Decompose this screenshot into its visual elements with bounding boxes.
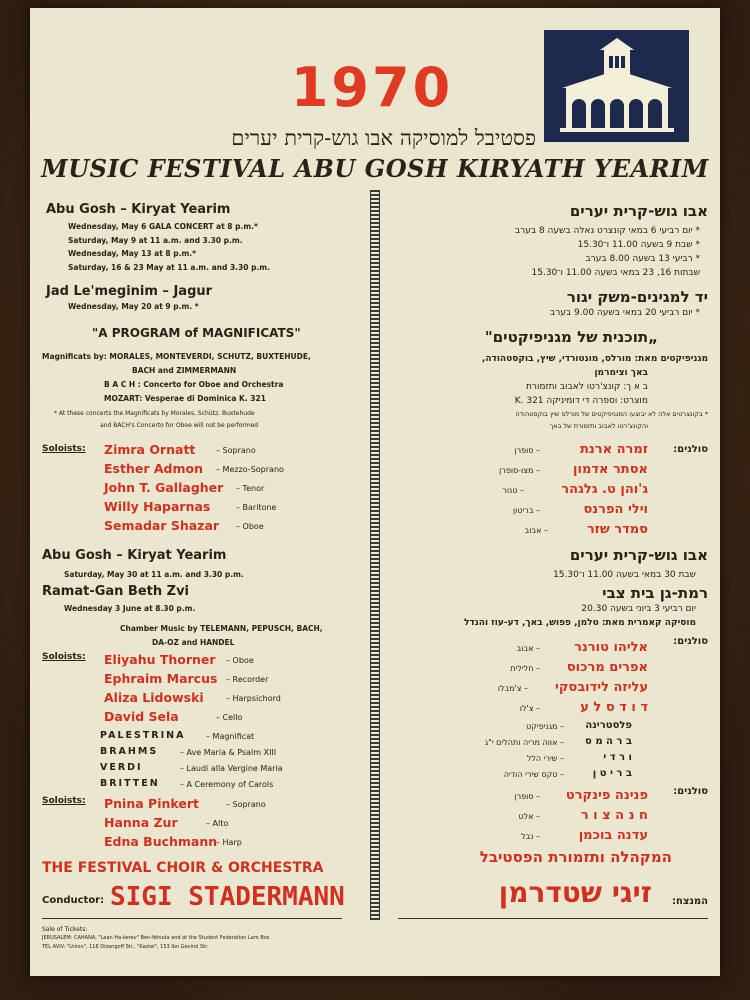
choir-heading-he: המקהלה ותזמורת הפסטיבל bbox=[479, 848, 672, 866]
footnote: * At these concerts the Magnificats by Morales, Schütz, Buxtehude bbox=[54, 410, 255, 417]
date-line: Wednesday, May 20 at 9 p.m. * bbox=[68, 302, 199, 311]
soloist-role-he: – מצו-סופרן bbox=[499, 466, 540, 475]
soloist-name: Semadar Shazar bbox=[104, 518, 220, 533]
venue-heading: Abu Gosh – Kiryat Yearim bbox=[46, 202, 231, 217]
work-title-he: – אווה מריה ותהלים י"ג bbox=[484, 738, 564, 747]
composer: BRITTEN bbox=[100, 778, 160, 789]
soloist-role-he: – סופרן bbox=[514, 446, 540, 455]
composer: PALESTRINA bbox=[100, 730, 186, 741]
soloist-name-he: וילי הפרנס bbox=[583, 502, 648, 517]
venue-heading: Abu Gosh – Kiryat Yearim bbox=[42, 548, 227, 563]
soloist-role: – Oboe bbox=[236, 522, 264, 531]
conductor-label-he: המנצח: bbox=[671, 896, 708, 907]
soloist-name-he: ח נ ה צ ו ר bbox=[580, 808, 648, 823]
venue-heading-he: רמת-גן בית צבי bbox=[602, 584, 708, 602]
venue-heading-he: אבו גוש-קרית יערים bbox=[569, 546, 708, 564]
date-line: Saturday, May 9 at 11 a.m. and 3.30 p.m. bbox=[68, 236, 243, 245]
tickets-info: TEL AVIV: "Union", 116 Dizengoff Str., "Kastel", 153 Ibn Gevirol Str. bbox=[42, 944, 209, 950]
program-line: Chamber Music by TELEMANN, PEPUSCH, BACH, bbox=[120, 624, 323, 633]
soloist-role-he: – נבל bbox=[521, 832, 540, 841]
conductor-label: Conductor: bbox=[42, 895, 105, 906]
program-line: MOZART: Vesperae di Dominica K. 321 bbox=[104, 394, 266, 403]
soloist-role: – Soprano bbox=[216, 446, 256, 455]
soloist-name-he: אסתר אדמון bbox=[573, 462, 648, 477]
title-english: MUSIC FESTIVAL ABU GOSH KIRYATH YEARIM bbox=[41, 154, 709, 183]
soloist-name-he: ד ו ד ס ל ע bbox=[580, 700, 648, 715]
venue-heading-he: אבו גוש-קרית יערים bbox=[569, 202, 708, 220]
composer-he: ו ר ד י bbox=[603, 752, 632, 763]
program-line-he: ב א ך: קונצ'רטו לאבוב ותזמורת bbox=[525, 382, 648, 392]
soloist-name-he: עדנה בוכמן bbox=[578, 828, 648, 843]
soloist-role-he: – חלילית bbox=[510, 664, 540, 673]
composer-he: פלסטרינה bbox=[585, 720, 632, 731]
soloist-name-he: אפרים מרכוס bbox=[566, 660, 648, 675]
separator-line bbox=[42, 918, 342, 919]
soloists-label-he: סולנים: bbox=[673, 444, 708, 455]
work-title: – Ave Maria & Psalm XIII bbox=[180, 748, 277, 757]
soloists-label-he: סולנים: bbox=[673, 786, 708, 797]
conductor-name-he: זיגי שטדרמן bbox=[498, 876, 652, 909]
work-title: – Magnificat bbox=[206, 732, 255, 741]
date-line: Wednesday, May 13 at 8 p.m.* bbox=[68, 249, 197, 258]
composer-he: ב ר ה מ ס bbox=[585, 736, 632, 747]
date-line-he: יום רביעי 3 ביוני בשעה 20.30 bbox=[581, 604, 696, 614]
soloist-name: John T. Gallagher bbox=[104, 480, 224, 495]
soloists-label: Soloists: bbox=[42, 444, 86, 454]
work-title-he: – מגניפיקט bbox=[526, 722, 564, 731]
program-line: B A C H : Concerto for Oboe and Orchestra bbox=[104, 380, 284, 389]
work-title: – Laudi alla Vergine Maria bbox=[180, 764, 283, 773]
soloist-name: David Sela bbox=[104, 709, 179, 724]
soloist-role-he: – סופרן bbox=[514, 792, 540, 801]
soloist-name: Hanna Zur bbox=[104, 815, 178, 830]
venue-heading: Jad Le'meginim – Jagur bbox=[46, 284, 213, 299]
soloist-role-he: – צ'מבלו bbox=[497, 684, 528, 693]
soloist-name: Aliza Lidowski bbox=[104, 690, 204, 705]
soloist-role-he: – אבוב bbox=[524, 526, 548, 535]
footnote-he: והקונצ'רטו לאבוב ותזמורת של באך bbox=[549, 422, 648, 430]
separator-line bbox=[398, 918, 708, 919]
soloist-name: Edna Buchmann bbox=[104, 834, 218, 849]
soloists-label: Soloists: bbox=[42, 652, 86, 662]
soloists-label-he: סולנים: bbox=[673, 636, 708, 647]
composer-he: ב ר י ט ן bbox=[592, 768, 632, 779]
footnote: and BACH's Concerto for Oboe will not be performed bbox=[100, 422, 259, 429]
date-line-he: * יום רביעי 20 במאי בשעה 9.00 בערב bbox=[550, 308, 700, 318]
choir-heading: THE FESTIVAL CHOIR & ORCHESTRA bbox=[42, 860, 324, 876]
program-title: "A PROGRAM of MAGNIFICATS" bbox=[92, 326, 301, 340]
soloist-name-he: פנינה פינקרט bbox=[565, 788, 648, 803]
date-line: Saturday, 16 & 23 May at 11 a.m. and 3.30 p.m. bbox=[68, 263, 270, 272]
soloist-role-he: – טנור bbox=[502, 486, 524, 495]
soloist-role: – Soprano bbox=[226, 800, 266, 809]
soloist-role-he: – צ'לו bbox=[519, 704, 540, 713]
soloist-name-he: ג'והן ט. גלגהר bbox=[561, 482, 648, 497]
date-line: Wednesday, May 6 GALA CONCERT at 8 p.m.* bbox=[68, 222, 258, 231]
program-line: Magnificats by: MORALES, MONTEVERDI, SCHUTZ, BUXTEHUDE, bbox=[42, 352, 311, 361]
program-line-he: מוסיקה קאמרית מאת: טלמן, פפוש, באך, דע-עוז והנדל bbox=[463, 618, 696, 628]
poster-year: 1970 bbox=[290, 56, 454, 119]
festival-poster bbox=[30, 8, 720, 976]
soloist-role-he: – אבוב bbox=[516, 644, 540, 653]
soloist-name: Zimra Ornatt bbox=[104, 442, 196, 457]
soloist-role: – Tenor bbox=[236, 484, 265, 493]
soloists-label: Soloists: bbox=[42, 796, 86, 806]
program-line-he: מוצרט: וספרה די דומיניקה K. 321 bbox=[514, 396, 648, 406]
soloist-role: – Alto bbox=[206, 819, 229, 828]
venue-heading: Ramat-Gan Beth Zvi bbox=[42, 584, 190, 599]
soloist-role: – Mezzo-Soprano bbox=[216, 465, 284, 474]
tickets-info: JERUSALEM: CAHANA, "Lean Ha-kerev" Ben-Yehuda and at the Student Federation Lam Box bbox=[42, 935, 270, 941]
date-line-he: * יום רביעי 6 במאי קונצרט גאלה בשעה 8 בערב bbox=[514, 226, 700, 236]
soloist-role: – Cello bbox=[216, 713, 243, 722]
composer: VERDI bbox=[100, 762, 143, 773]
date-line-he: * שבת 9 בשעה 11.00 ו־15.30 bbox=[577, 240, 700, 250]
soloist-name: Eliyahu Thorner bbox=[104, 652, 216, 667]
soloist-name: Esther Admon bbox=[104, 461, 203, 476]
program-line: BACH and ZIMMERMANN bbox=[132, 366, 237, 375]
soloist-role: – Oboe bbox=[226, 656, 254, 665]
soloist-role: – Recorder bbox=[226, 675, 269, 684]
soloist-name: Willy Haparnas bbox=[104, 499, 211, 514]
venue-heading-he: יד למגינים-משק יגור bbox=[566, 288, 708, 306]
soloist-role: – Harp bbox=[216, 838, 242, 847]
date-line: Saturday, May 30 at 11 a.m. and 3.30 p.m. bbox=[64, 570, 244, 579]
title-hebrew: פסטיבל למוסיקה אבו גוש-קרית יערים bbox=[231, 126, 536, 150]
conductor-name: SIGI STADERMANN bbox=[110, 882, 345, 912]
soloist-name-he: עליזה לידובסקי bbox=[555, 680, 648, 695]
soloist-role-he: – אלט bbox=[518, 812, 540, 821]
program-line: DA-OZ and HANDEL bbox=[152, 638, 235, 647]
soloist-name-he: אליהו טורנר bbox=[574, 640, 648, 655]
work-title-he: – טקס שירי הודיה bbox=[503, 770, 564, 779]
soloist-role: – Baritone bbox=[236, 503, 277, 512]
work-title: – A Ceremony of Carols bbox=[180, 780, 274, 789]
soloist-name-he: זמרה ארנת bbox=[580, 442, 648, 457]
program-line-he: באך וצימרמן bbox=[594, 368, 648, 378]
soloist-name: Pnina Pinkert bbox=[104, 796, 199, 811]
date-line-he: שבתות 16, 23 במאי בשעה 11.00 ו־15.30 bbox=[531, 268, 700, 278]
date-line-he: * רביעי 13 בשעה 8.00 בערב bbox=[585, 254, 700, 264]
soloist-role: – Harpsichord bbox=[226, 694, 281, 703]
tickets-info: Sale of Tickets: bbox=[42, 926, 88, 933]
church-building-icon bbox=[544, 30, 689, 142]
church-logo-graphic bbox=[544, 30, 689, 142]
soloist-role-he: – בריטון bbox=[512, 506, 540, 515]
date-line: Wednesday 3 June at 8.30 p.m. bbox=[64, 604, 196, 613]
soloist-name-he: סמדר שזר bbox=[586, 522, 648, 537]
program-line-he: מגניפיקטים מאת: מורלס, מונטורדי, שיץ, בוקסטהודה, bbox=[481, 354, 708, 364]
footnote-he: * בקונצרטים אלה לא יבוצעו המגניפיקטים של מורלס שיץ בוקסטהודה bbox=[515, 410, 708, 418]
date-line-he: שבת 30 במאי בשעה 11.00 ו־15.30 bbox=[553, 570, 696, 580]
composer: BRAHMS bbox=[100, 746, 159, 757]
soloist-name: Ephraim Marcus bbox=[104, 671, 218, 686]
work-title-he: – שירי הלל bbox=[526, 754, 564, 763]
program-title-he: „תוכנית של מגניפיקטים" bbox=[484, 328, 658, 346]
column-divider bbox=[370, 190, 380, 920]
